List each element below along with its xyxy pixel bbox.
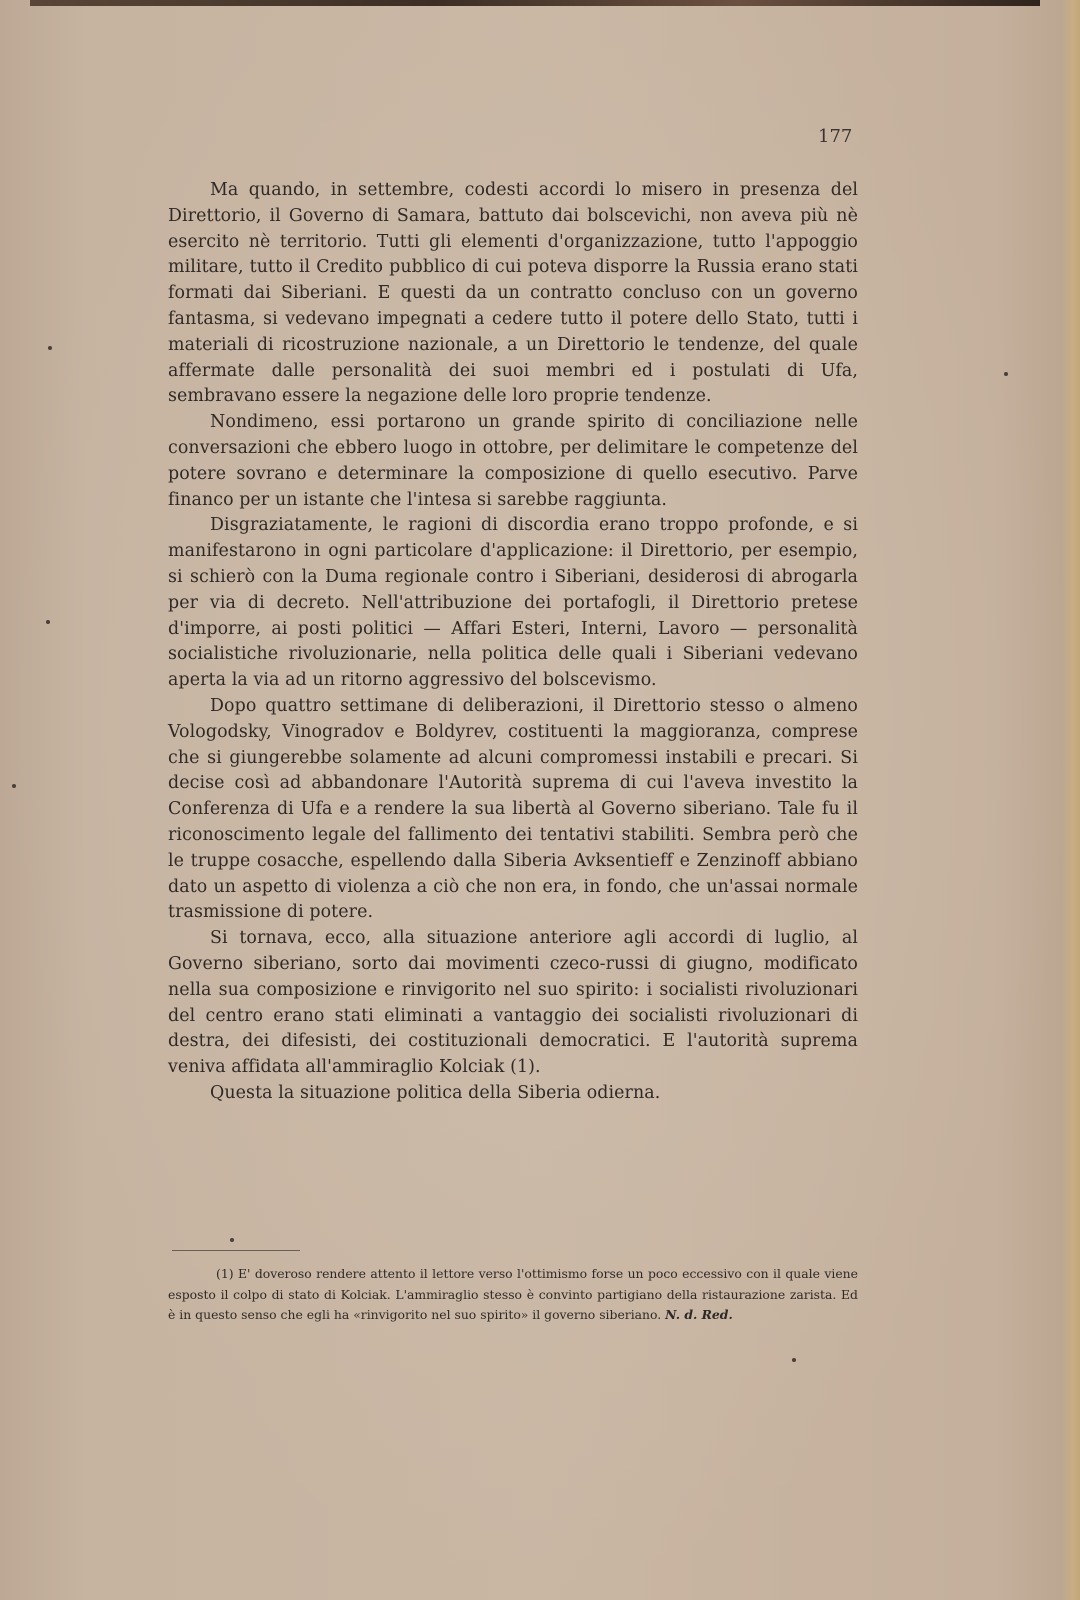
paragraph-4: Dopo quattro settimane di deliberazioni, il Direttorio stesso o almeno Vologodsky, Vinogradov e Boldyrev, costituenti la maggioranza, comprese che si giungerebbe solamente ad alcuni compromessi instabili e precari. Si decise così ad abbandonare l'Autorità suprema di cui l'aveva investito la Conferenza di Ufa e a rendere la sua libertà al Governo siberiano. Tale fu il riconoscimento legale del fallimento dei tentativi stabiliti. Sembra però che le truppe cosacche, espellendo dalla Siberia Avksentieff e Zenzinoff abbiano dato un aspetto di violenza a ciò che non era, in fondo, che un'assai normale trasmissione di potere. bbox=[168, 695, 858, 923]
paragraph-1: Ma quando, in settembre, codesti accordi lo misero in presenza del Direttorio, il Governo di Samara, battuto dai bolscevichi, non aveva più nè esercito nè territorio. Tutti gli elementi d'organizzazione, tutto l'appoggio militare, tutto il Credito pubblico di cui poteva disporre la Russia erano stati formati dai Siberiani. E questi da un contratto concluso con un governo fantasma, si vedevano impegnati a cedere tutto il potere dello Stato, tutti i materiali di ricostruzione nazionale, a un Direttorio le tendenze, del quale affermate dalle personalità dei suoi membri ed i postulati di Ufa, sembravano essere la negazione delle loro proprie tendenze. bbox=[168, 180, 858, 407]
page-top-edge bbox=[30, 0, 1040, 6]
ink-speck bbox=[792, 1358, 796, 1362]
paragraph-5: Si tornava, ecco, alla situazione anteriore agli accordi di luglio, al Governo siberiano, sorto dai movimenti czeco-russi di giugno, modificato nella sua composizione e rinvigorito nel suo spirito: i socialisti rivoluzionari del centro erano stati eliminati a vantaggio dei socialisti rivoluzionari di destra, dei difesisti, dei costituzionali democratici. E l'autorità suprema veniva affidata all'ammiraglio Kolciak (1). bbox=[168, 928, 858, 1078]
body-text bbox=[168, 178, 858, 1107]
ink-speck bbox=[46, 620, 50, 624]
paragraph-6: Questa la situazione politica della Siberia odierna. bbox=[210, 1082, 661, 1103]
ink-speck bbox=[230, 1238, 234, 1242]
paragraph-3: Disgraziatamente, le ragioni di discordia erano troppo profonde, e si manifestarono in ogni particolare d'applicazione: il Direttorio, per esempio, si schierò con la Duma regionale contro i Siberiani, desiderosi di abrogarla per via di decreto. Nell'attribuzione dei portafogli, il Direttorio pretese d'imporre, ai posti politici — Affari Esteri, Interni, Lavoro — personalità socialistiche rivoluzionarie, nella politica delle quali i Siberiani vedevano aperta la via ad un ritorno aggressivo del bolscevismo. bbox=[168, 515, 858, 691]
page-right-edge bbox=[1062, 0, 1080, 1600]
footnote-text: (1) E' doveroso rendere attento il lettore verso l'ottimismo forse un poco eccessivo con il quale viene esposto il colpo di stato di Kolciak. L'ammiraglio stesso è convinto partigiano della ristaurazione zarista. Ed è in questo senso che egli ha «rinvigorito nel suo spirito» il governo siberiano. bbox=[168, 1266, 858, 1323]
paragraph-2: Nondimeno, essi portarono un grande spirito di conciliazione nelle conversazioni che ebbero luogo in ottobre, per delimitare le competenze del potere sovrano e determinare la composizione di quello esecutivo. Parve financo per un istante che l'intesa si sarebbe raggiunta. bbox=[168, 412, 858, 510]
footnote-signature: N. d. Red. bbox=[665, 1307, 733, 1323]
ink-speck bbox=[12, 784, 16, 788]
page-number: 177 bbox=[818, 126, 853, 147]
ink-speck bbox=[1004, 372, 1008, 376]
footnote-divider bbox=[172, 1250, 300, 1251]
ink-speck bbox=[48, 346, 52, 350]
footnote-text-container bbox=[168, 1264, 858, 1326]
footnote bbox=[168, 1264, 858, 1326]
